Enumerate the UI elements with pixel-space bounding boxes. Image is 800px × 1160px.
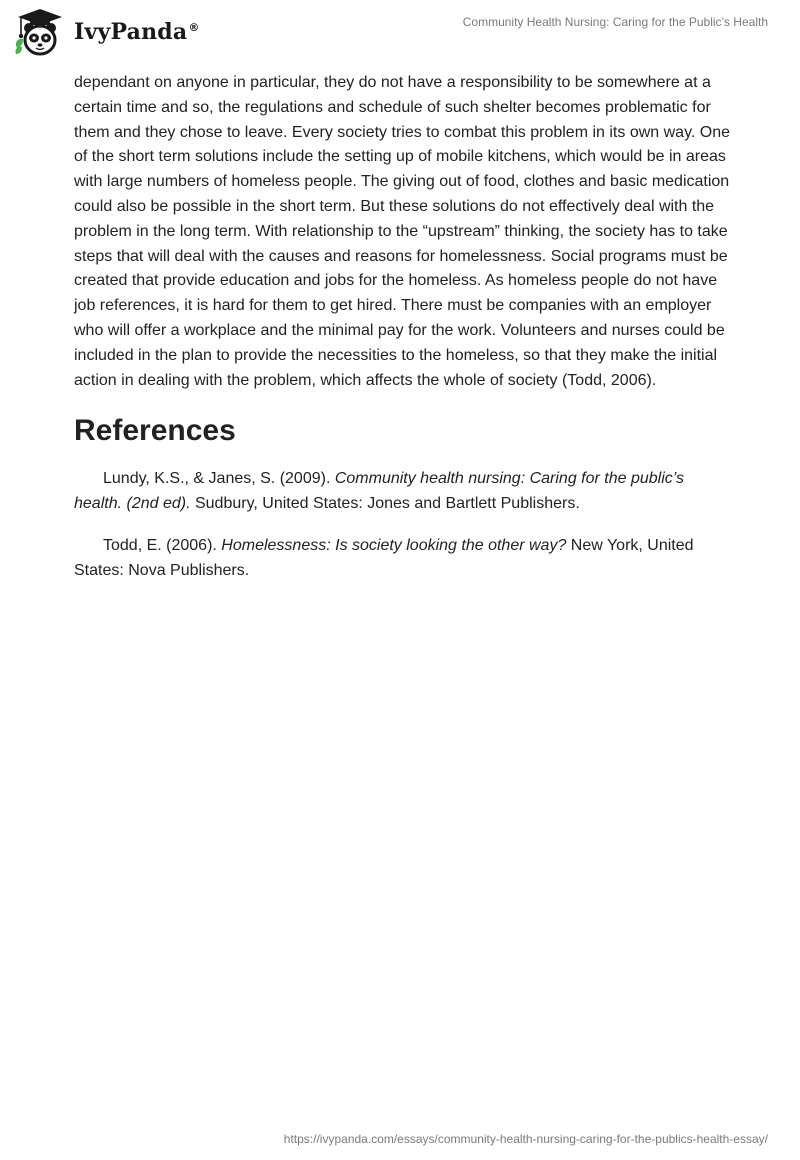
reference-title: Homelessness: Is society looking the other way? [221, 536, 567, 554]
reference-publisher: Sudbury, United States: Jones and Bartlett Publishers. [190, 495, 580, 513]
references-heading: References [74, 414, 236, 448]
page-header [0, 0, 800, 70]
source-url-link[interactable]: https://ivypanda.com/essays/community-health-nursing-caring-for-the-publics-health-essay/ [283, 1132, 768, 1146]
reference-title: Community health nursing: Caring for the public’s health. (2nd ed). [74, 470, 685, 513]
registered-mark: ® [188, 20, 200, 34]
document-title: Community Health Nursing: Caring for the Public’s Health [462, 15, 768, 29]
logo-wordmark: IvyPanda® [74, 19, 200, 45]
reference-authors: Todd, E. (2006). [103, 536, 222, 554]
document-body [74, 71, 734, 584]
reference-authors: Lundy, K.S., & Janes, S. (2009). [103, 470, 335, 488]
body-paragraph: dependant on anyone in particular, they do not have a responsibility to be somewhere at a certain time and so, the regulations and schedule of such shelter becomes problematic for them and they chose to leave. Every society tries to combat this problem in its own way. One of the short term solutions include the setting up of mobile kitchens, which would be in areas with large numbers of homeless people. The giving out of food, clothes and basic medication could also be possible in the short term. But these solutions do not effectively deal with the problem in the long term. With relationship to the “upstream” thinking, the society has to take steps that will deal with the causes and reasons for homelessness. Social programs must be created that provide education and jobs for the homeless. As homeless people do not have job references, it is hard for them to get hired. There must be companies with an employer who will offer a workplace and the minimal pay for the work. Volunteers and nurses could be included in the plan to provide the necessities to the homeless, so that they make the initial action in dealing with the problem, which affects the whole of society (Todd, 2006). [74, 74, 731, 389]
ivypanda-logo[interactable] [14, 8, 200, 56]
reference-item [74, 534, 734, 584]
reference-publisher: New York, United States: Nova Publishers. [74, 536, 694, 579]
panda-graduate-logo-icon [14, 8, 68, 56]
reference-item [74, 467, 734, 517]
